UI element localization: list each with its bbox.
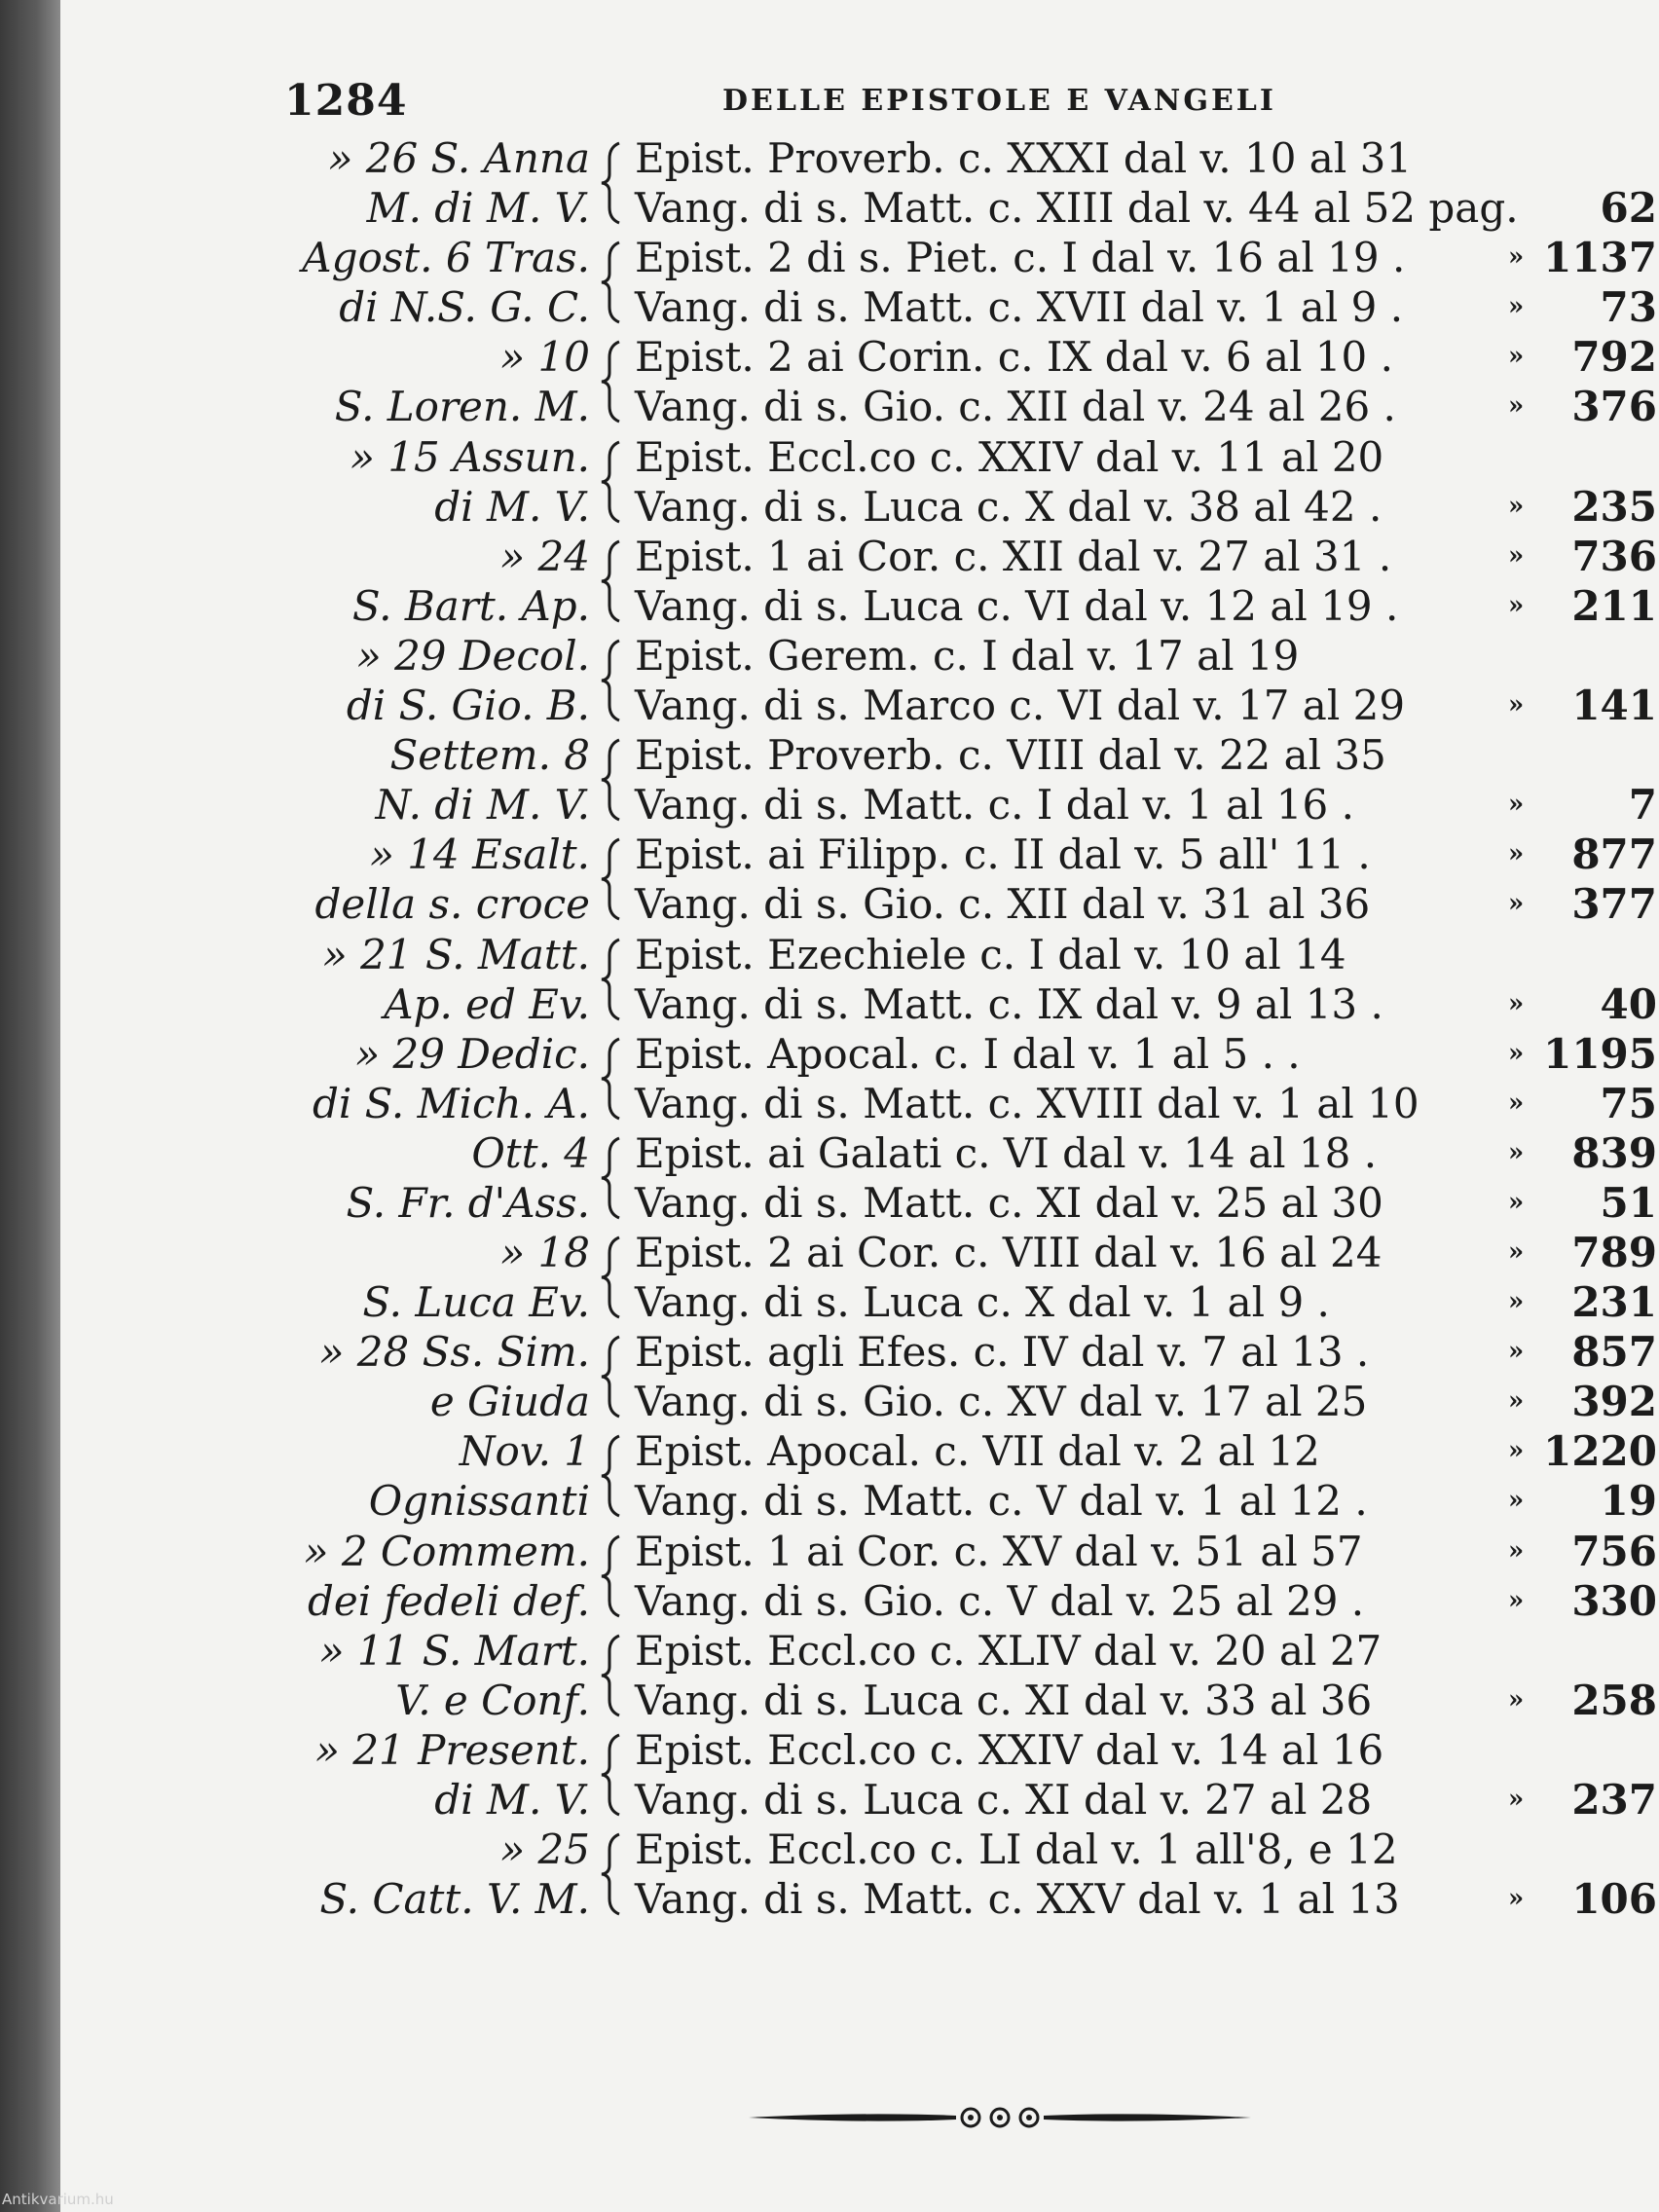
reading-entry: [255, 1626, 1659, 1725]
page-reference: 19: [1600, 1477, 1657, 1526]
feast-label: » 24: [499, 532, 590, 580]
feast-label: di S. Gio. B.: [346, 681, 590, 729]
book-page: [60, 0, 1659, 2212]
feast-label: » 21 Present.: [314, 1726, 590, 1774]
ditto-mark: »: [1508, 1785, 1525, 1814]
reading-entry: [255, 1228, 1659, 1327]
reading-reference: Vang. di s. Matt. c. XVII dal v. 1 al 9 .: [635, 283, 1404, 332]
entry-line: [255, 482, 1659, 532]
page-reference: 392: [1571, 1378, 1657, 1426]
page-reference: 756: [1571, 1527, 1657, 1575]
feast-label: » 15 Assun.: [350, 432, 590, 481]
entry-line: [255, 730, 1659, 780]
reading-entry: [255, 1825, 1659, 1924]
ditto-mark: »: [1508, 1038, 1525, 1068]
page-reference: 75: [1600, 1079, 1657, 1127]
reading-reference: Vang. di s. Matt. c. XI dal v. 25 al 30: [635, 1178, 1383, 1227]
reading-reference: Vang. di s. Matt. c. XXV dal v. 1 al 13: [635, 1875, 1400, 1924]
left-brace-icon: [598, 1235, 625, 1319]
feast-label: » 2 Commem.: [303, 1527, 590, 1575]
readings-table: [255, 133, 1659, 1924]
entry-line: [255, 1775, 1659, 1825]
watermark: Antikvarium.hu: [2, 2191, 114, 2208]
reading-reference: Epist. 1 ai Cor. c. XV dal v. 51 al 57: [635, 1527, 1363, 1575]
reading-reference: Epist. Proverb. c. VIII dal v. 22 al 35: [635, 731, 1386, 780]
feast-label: Ap. ed Ev.: [384, 979, 590, 1028]
reading-reference: Vang. di s. Marco c. VI dal v. 17 al 29: [635, 681, 1406, 729]
reading-reference: Vang. di s. Luca c. X dal v. 38 al 42 .: [635, 482, 1382, 531]
reading-reference: Epist. Apocal. c. I dal v. 1 al 5 . .: [635, 1029, 1301, 1078]
feast-label: » 29 Decol.: [356, 631, 590, 680]
page-reference: 877: [1571, 830, 1657, 879]
reading-reference: Vang. di s. Gio. c. XII dal v. 31 al 36: [635, 880, 1371, 929]
reading-entry: [255, 1527, 1659, 1626]
page-reference: 376: [1571, 383, 1657, 431]
ditto-mark: »: [1508, 988, 1525, 1018]
reading-reference: Epist. Eccl.co c. XXIV dal v. 14 al 16: [635, 1726, 1384, 1774]
ditto-mark: »: [1508, 1237, 1525, 1268]
reading-reference: Epist. Eccl.co c. LI dal v. 1 all'8, e 12: [635, 1825, 1398, 1874]
page-reference: 792: [1571, 333, 1657, 382]
reading-reference: Vang. di s. Gio. c. XII dal v. 24 al 26 .: [635, 383, 1396, 431]
feast-label: » 14 Esalt.: [369, 830, 590, 879]
page-reference: 7: [1628, 781, 1657, 830]
ditto-mark: »: [1508, 491, 1525, 521]
ditto-mark: »: [1508, 342, 1525, 372]
page-reference: 330: [1571, 1576, 1657, 1625]
page-reference: 73: [1600, 283, 1657, 332]
page-reference: 106: [1571, 1875, 1657, 1924]
reading-reference: Vang. di s. Matt. c. V dal v. 1 al 12 .: [635, 1477, 1368, 1526]
reading-entry: [255, 532, 1659, 631]
entry-line: [255, 631, 1659, 681]
reading-reference: Epist. Apocal. c. VII dal v. 2 al 12: [635, 1427, 1320, 1476]
page-reference: 258: [1571, 1676, 1657, 1724]
entry-line: [255, 1377, 1659, 1426]
ditto-mark: »: [1508, 1187, 1525, 1217]
feast-label: di S. Mich. A.: [312, 1079, 590, 1127]
ditto-mark: »: [1508, 391, 1525, 422]
reading-reference: Epist. Eccl.co c. XLIV dal v. 20 al 27: [635, 1626, 1382, 1675]
entry-line: [255, 233, 1659, 282]
entry-line: [255, 332, 1659, 382]
feast-label: » 11 S. Mart.: [318, 1626, 590, 1675]
feast-label: » 26 S. Anna: [327, 134, 590, 182]
entry-line: [255, 1725, 1659, 1775]
feast-label: » 10: [499, 333, 590, 382]
entry-line: [255, 1626, 1659, 1676]
entry-line: [255, 532, 1659, 581]
feast-label: Ognissanti: [368, 1477, 590, 1526]
ditto-mark: »: [1508, 1684, 1525, 1714]
ditto-mark: »: [1508, 590, 1525, 620]
reading-reference: Epist. Ezechiele c. I dal v. 10 al 14: [635, 930, 1346, 978]
reading-entry: [255, 332, 1659, 431]
entry-line: [255, 1277, 1659, 1327]
left-brace-icon: [598, 938, 625, 1021]
entry-line: [255, 1576, 1659, 1626]
left-brace-icon: [598, 1136, 625, 1220]
feast-label: V. e Conf.: [395, 1676, 590, 1724]
page-reference: 141: [1571, 681, 1657, 729]
left-brace-icon: [598, 240, 625, 324]
reading-reference: Epist. 2 ai Corin. c. IX dal v. 6 al 10 .: [635, 333, 1393, 382]
reading-entry: [255, 730, 1659, 830]
reading-entry: [255, 1128, 1659, 1228]
reading-reference: Vang. di s. Matt. c. XIII dal v. 44 al 52 pag.: [635, 184, 1519, 232]
left-brace-icon: [598, 1634, 625, 1717]
feast-label: » 28 Ss. Sim.: [318, 1328, 590, 1377]
reading-entry: [255, 432, 1659, 532]
entry-line: [255, 1079, 1659, 1128]
page-reference: 235: [1571, 482, 1657, 531]
entry-line: [255, 1426, 1659, 1476]
entry-line: [255, 432, 1659, 482]
entry-line: [255, 282, 1659, 332]
page-reference: 736: [1571, 532, 1657, 580]
page-reference: 51: [1600, 1178, 1657, 1227]
feast-label: S. Luca Ev.: [362, 1278, 590, 1327]
feast-label: Settem. 8: [389, 731, 590, 780]
entry-line: [255, 930, 1659, 979]
closing-ornament-icon: [747, 2103, 1253, 2132]
left-brace-icon: [598, 141, 625, 225]
ditto-mark: »: [1508, 1337, 1525, 1367]
reading-reference: Vang. di s. Matt. c. IX dal v. 9 al 13 .: [635, 979, 1383, 1028]
reading-reference: Epist. ai Filipp. c. II dal v. 5 all' 11 .: [635, 830, 1371, 879]
reading-entry: [255, 1725, 1659, 1825]
entry-line: [255, 1476, 1659, 1526]
reading-reference: Vang. di s. Gio. c. XV dal v. 17 al 25: [635, 1378, 1368, 1426]
feast-label: » 29 Dedic.: [354, 1029, 590, 1078]
feast-label: » 25: [499, 1825, 590, 1874]
page-reference: 1220: [1543, 1427, 1657, 1476]
entry-line: [255, 1527, 1659, 1576]
reading-reference: Epist. 1 ai Cor. c. XII dal v. 27 al 31 .: [635, 532, 1392, 580]
scan-edge-strip: [0, 0, 60, 2212]
reading-reference: Vang. di s. Luca c. XI dal v. 33 al 36: [635, 1676, 1373, 1724]
feast-label: M. di M. V.: [366, 184, 590, 232]
reading-reference: Vang. di s. Luca c. X dal v. 1 al 9 .: [635, 1278, 1330, 1327]
page-reference: 1137: [1543, 234, 1657, 282]
left-brace-icon: [598, 440, 625, 524]
reading-reference: Epist. Eccl.co c. XXIV dal v. 11 al 20: [635, 432, 1384, 481]
ditto-mark: »: [1508, 1884, 1525, 1914]
feast-label: S. Loren. M.: [334, 383, 590, 431]
ditto-mark: »: [1508, 1436, 1525, 1466]
ditto-mark: »: [1508, 839, 1525, 869]
page-reference: 231: [1571, 1278, 1657, 1327]
entry-line: [255, 830, 1659, 879]
reading-reference: Epist. ai Galati c. VI dal v. 14 al 18 .: [635, 1128, 1378, 1177]
feast-label: » 18: [499, 1229, 590, 1277]
reading-reference: Epist. Gerem. c. I dal v. 17 al 19: [635, 631, 1300, 680]
reading-reference: Epist. Proverb. c. XXXI dal v. 10 al 31: [635, 134, 1413, 182]
ditto-mark: »: [1508, 1088, 1525, 1118]
ditto-mark: »: [1508, 1486, 1525, 1516]
reading-entry: [255, 233, 1659, 332]
feast-label: S. Catt. V. M.: [319, 1875, 590, 1924]
entry-line: [255, 1178, 1659, 1228]
reading-entry: [255, 830, 1659, 929]
entry-line: [255, 1128, 1659, 1178]
entry-line: [255, 183, 1659, 233]
entry-line: [255, 1874, 1659, 1924]
entry-line: [255, 581, 1659, 631]
feast-label: di M. V.: [434, 482, 590, 531]
reading-entry: [255, 1029, 1659, 1128]
page-reference: 40: [1600, 979, 1657, 1028]
reading-reference: Epist. 2 ai Cor. c. VIII dal v. 16 al 24: [635, 1229, 1382, 1277]
page-reference: 839: [1571, 1128, 1657, 1177]
ditto-mark: »: [1508, 242, 1525, 273]
left-brace-icon: [598, 1037, 625, 1121]
reading-entry: [255, 1327, 1659, 1426]
feast-label: di N.S. G. C.: [339, 283, 590, 332]
reading-entry: [255, 133, 1659, 233]
left-brace-icon: [598, 340, 625, 424]
ditto-mark: »: [1508, 540, 1525, 571]
left-brace-icon: [598, 1434, 625, 1518]
reading-reference: Epist. 2 di s. Piet. c. I dal v. 16 al 19 .: [635, 234, 1406, 282]
entry-line: [255, 1825, 1659, 1874]
left-brace-icon: [598, 1335, 625, 1419]
reading-entry: [255, 631, 1659, 730]
feast-label: S. Bart. Ap.: [351, 581, 590, 630]
entry-line: [255, 979, 1659, 1029]
ditto-mark: »: [1508, 1585, 1525, 1615]
page-reference: 377: [1571, 880, 1657, 929]
page-reference: 211: [1571, 581, 1657, 630]
entry-line: [255, 382, 1659, 431]
ditto-mark: »: [1508, 689, 1525, 719]
entry-line: [255, 1327, 1659, 1377]
entry-line: [255, 681, 1659, 730]
left-brace-icon: [598, 639, 625, 722]
feast-label: dei fedeli def.: [307, 1576, 590, 1625]
feast-label: Ott. 4: [471, 1128, 590, 1177]
entry-line: [255, 1228, 1659, 1277]
ditto-mark: »: [1508, 292, 1525, 322]
feast-label: Agost. 6 Tras.: [302, 234, 590, 282]
reading-reference: Vang. di s. Matt. c. XVIII dal v. 1 al 10: [635, 1079, 1419, 1127]
page-reference: 62: [1600, 184, 1657, 232]
entry-line: [255, 1676, 1659, 1725]
page-number: 1284: [284, 76, 408, 126]
ditto-mark: »: [1508, 1137, 1525, 1167]
reading-entry: [255, 1426, 1659, 1526]
ditto-mark: »: [1508, 1535, 1525, 1566]
entry-line: [255, 780, 1659, 830]
reading-reference: Vang. di s. Gio. c. V dal v. 25 al 29 .: [635, 1576, 1365, 1625]
page-reference: 789: [1571, 1229, 1657, 1277]
page-reference: 237: [1571, 1776, 1657, 1824]
left-brace-icon: [598, 1832, 625, 1916]
reading-reference: Vang. di s. Matt. c. I dal v. 1 al 16 .: [635, 781, 1354, 830]
reading-reference: Vang. di s. Luca c. VI dal v. 12 al 19 .: [635, 581, 1399, 630]
left-brace-icon: [598, 837, 625, 921]
ditto-mark: »: [1508, 889, 1525, 919]
ditto-mark: »: [1508, 1386, 1525, 1417]
feast-label: S. Fr. d'Ass.: [346, 1178, 590, 1227]
left-brace-icon: [598, 539, 625, 623]
page-header: [284, 76, 1628, 134]
page-reference: 857: [1571, 1328, 1657, 1377]
feast-label: Nov. 1: [459, 1427, 590, 1476]
feast-label: e Giuda: [429, 1378, 590, 1426]
entry-line: [255, 879, 1659, 929]
left-brace-icon: [598, 738, 625, 822]
reading-reference: Vang. di s. Luca c. XI dal v. 27 al 28: [635, 1776, 1373, 1824]
ditto-mark: »: [1508, 790, 1525, 820]
feast-label: di M. V.: [434, 1776, 590, 1824]
feast-label: » 21 S. Matt.: [322, 930, 590, 978]
running-title: DELLE EPISTOLE E VANGELI: [722, 84, 1276, 118]
entry-line: [255, 133, 1659, 183]
left-brace-icon: [598, 1534, 625, 1618]
reading-entry: [255, 930, 1659, 1029]
entry-line: [255, 1029, 1659, 1079]
reading-reference: Epist. agli Efes. c. IV dal v. 7 al 13 .: [635, 1328, 1370, 1377]
ditto-mark: »: [1508, 1287, 1525, 1317]
feast-label: N. di M. V.: [375, 781, 590, 830]
page-reference: 1195: [1543, 1029, 1657, 1078]
left-brace-icon: [598, 1733, 625, 1817]
feast-label: della s. croce: [314, 880, 590, 929]
